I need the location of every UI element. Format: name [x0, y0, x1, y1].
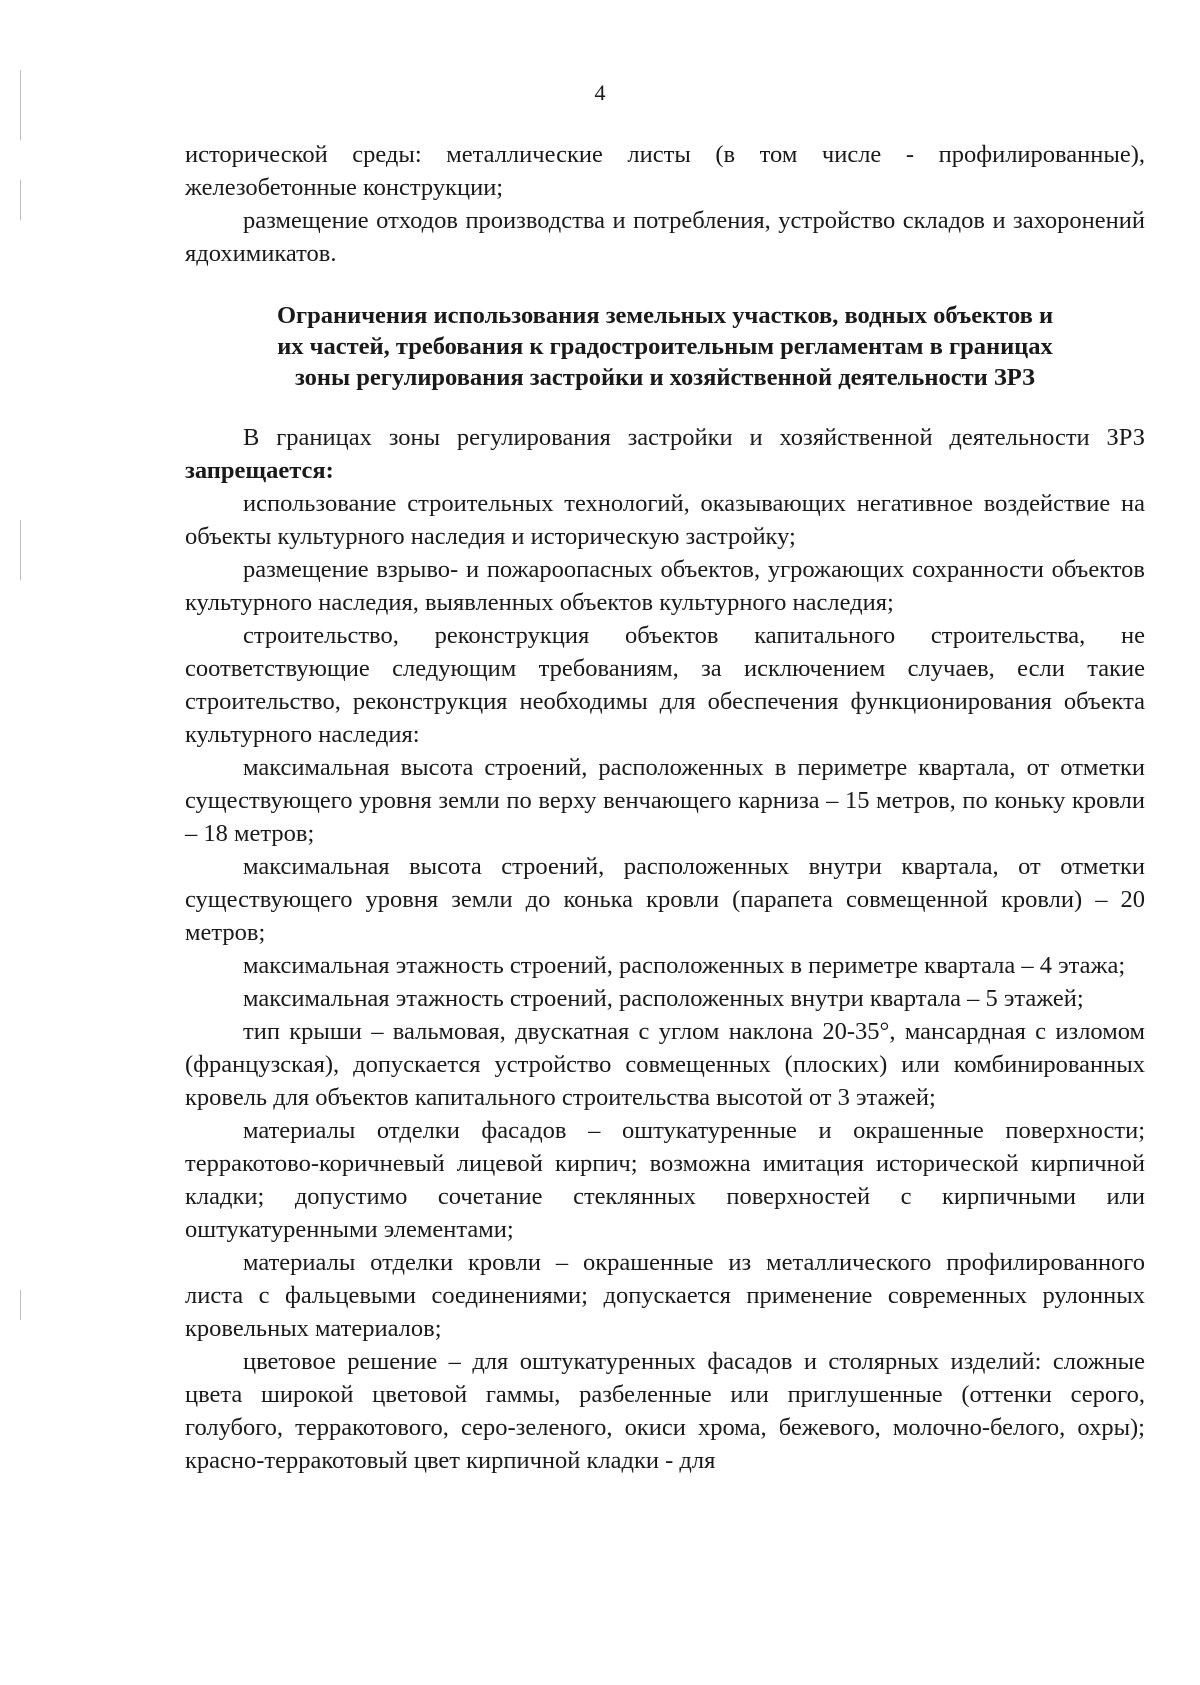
list-item: максимальная высота строений, расположенных внутри квартала, от отметки существующего уровня земли до конька кровли (парапета совмещенной кровли) – 20 метров;: [185, 853, 1145, 946]
list-item: цветовое решение – для оштукатуренных фасадов и столярных изделий: сложные цвета широкой цветовой гаммы, разбеленные или приглушенные (оттенки серого, голубого, терракотового, серо-зеленого, окиси хрома, бежевого, молочно-белого, охры); красно-терракотовый цвет кирпичной кладки - для: [185, 1348, 1145, 1474]
list-item: размещение взрыво- и пожароопасных объектов, угрожающих сохранности объектов культурного наследия, выявленных объектов культурного наследия;: [185, 556, 1145, 616]
list-item: максимальная этажность строений, расположенных внутри квартала – 5 этажей;: [243, 985, 1084, 1012]
section-heading: [185, 300, 1145, 393]
list-item: использование строительных технологий, оказывающих негативное воздействие на объекты культурного наследия и историческую застройку;: [185, 490, 1145, 550]
list-item: материалы отделки кровли – окрашенные из металлического профилированного листа с фальцевыми соединениями; допускается применение современных рулонных кровельных материалов;: [185, 1249, 1145, 1342]
list-item: тип крыши – вальмовая, двускатная с углом наклона 20-35°, мансардная с изломом (французская), допускается устройство совмещенных (плоских) или комбинированных кровель для объектов капитального строительства высотой от 3 этажей;: [185, 1018, 1145, 1111]
scan-artifact-line: [20, 180, 21, 220]
paragraph: исторической среды: металлические листы (в том числе - профилированные), железобетонные конструкции;: [185, 141, 1145, 201]
document-body: [185, 138, 1145, 1477]
heading-line: Ограничения использования земельных участков, водных объектов и: [276, 302, 1054, 329]
heading-line: зоны регулирования застройки и хозяйственной деятельности ЗРЗ: [294, 364, 1035, 391]
page-number: 4: [594, 80, 606, 105]
scan-artifact-line: [20, 1290, 21, 1320]
list-item: максимальная высота строений, расположенных в периметре квартала, от отметки существующего уровня земли по верху венчающего карниза – 15 метров, по коньку кровли – 18 метров;: [185, 754, 1145, 847]
list-item: строительство, реконструкция объектов капитального строительства, не соответствующие следующим требованиям, за исключением случаев, если такие строительство, реконструкция необходимы для обеспечения функционирования объекта культурного наследия:: [185, 622, 1145, 748]
paragraph: размещение отходов производства и потребления, устройство складов и захоронений ядохимикатов.: [185, 207, 1145, 267]
list-item: материалы отделки фасадов – оштукатуренные и окрашенные поверхности; терракотово-коричневый лицевой кирпич; возможна имитация исторической кирпичной кладки; допустимо сочетание стеклянных поверхностей с кирпичными или оштукатуренными элементами;: [185, 1117, 1145, 1243]
list-item: максимальная этажность строений, расположенных в периметре квартала – 4 этажа;: [243, 952, 1126, 979]
intro-paragraph: [185, 421, 1145, 487]
scan-artifact-line: [20, 520, 21, 580]
intro-bold-text: запрещается:: [185, 457, 334, 484]
intro-text: В границах зоны регулирования застройки и хозяйственной деятельности ЗРЗ: [243, 424, 1145, 451]
heading-line: их частей, требования к градостроительным регламентам в границах: [277, 333, 1053, 360]
